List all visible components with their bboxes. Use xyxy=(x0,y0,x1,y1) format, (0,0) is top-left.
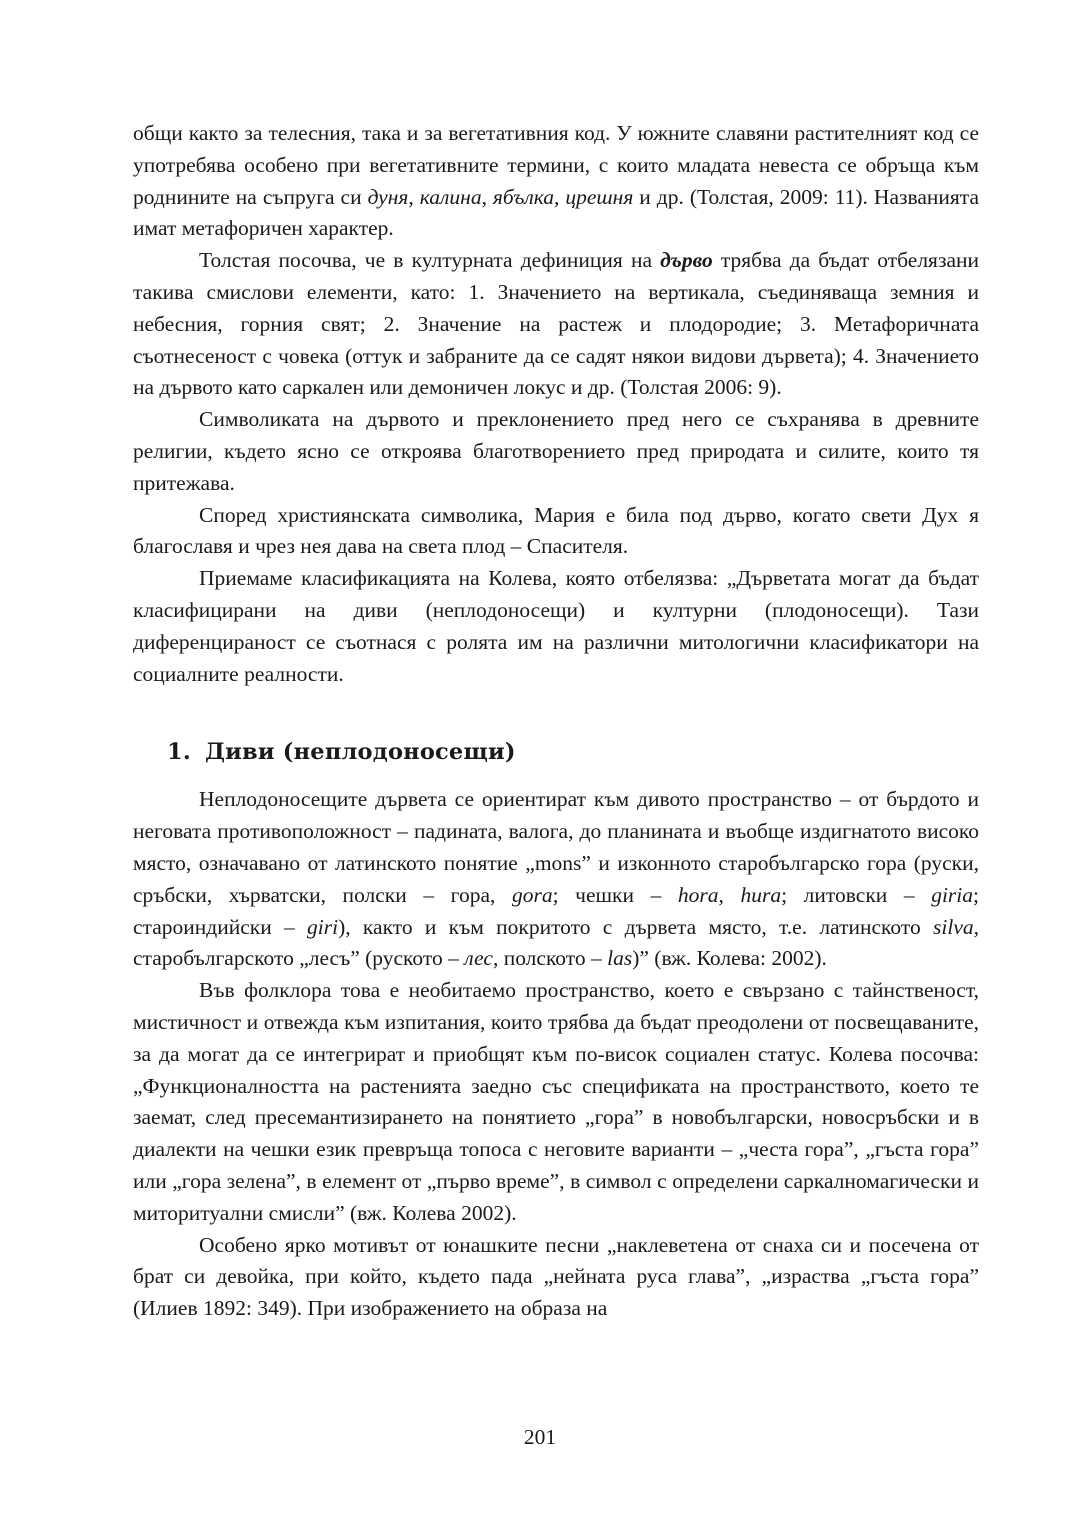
paragraph xyxy=(133,975,979,1229)
text-run: трябва да бъдат отбелязани такива смислови елементи, като: 1. Значението на вертикала, съединяваща земния и небесния, горния свят; 2. Значение на растеж и плодородие; 3. Метафоричната съотнесеност с човека (оттук и забраните да се садят някои видови дървета); 4. Значението на дървото като саркален или демоничен локус и др. (Толстая 2006: 9). xyxy=(133,248,979,400)
section-heading xyxy=(167,736,979,768)
text-run: Неплодоносещите дървета се ориентират към дивото пространство – от бърдото и неговата противоположност – падината, валога, до планината и въобще издигнатото високо място, означавано от латинското понятие „mons” и изконното старобългарско гора (руски, сръбски, хърватски, полски – гора, xyxy=(133,787,979,907)
paragraph xyxy=(133,118,979,245)
section-title: Диви (неплодоносещи) xyxy=(204,739,516,766)
italic-term: hora, hura xyxy=(677,882,782,907)
text-run: старобългарското „лесъ” (руското – xyxy=(133,946,465,971)
italic-term: лес xyxy=(464,946,493,971)
italic-term: giria xyxy=(931,882,974,907)
body-text-bottom xyxy=(133,784,979,1325)
text-run: ), както и към покритото с дървета място, т.е. латинското xyxy=(338,914,934,939)
text-run: Във фолклора това е необитаемо пространство, което е свързано с тайнственост, мистичност и отвежда към изпитания, които трябва да бъдат преодолени от посвещаваните, за да могат да се интегрират и приобщят към по-висок социален статус. Колева посочва: „Функционалността на растенията заедно със спецификата на пространството, което те заемат, след пресемантизирането на понятието „гора” в новобългарски, новосръбски и в диалекти на чешки език превръща топоса с неговите варианти – „честа гора”, „гъста гора” или „гора зелена”, в елемент от „първо време”, в символ с определени саркалномагически и миторитуални смисли” (вж. Колева 2002). xyxy=(133,978,979,1225)
text-run: )” (вж. Колева: 2002). xyxy=(632,946,827,971)
text-run: Символиката на дървото и преклонението пред него се съхранява в древните религии, където ясно се откроява благотворението пред природата и силите, които тя притежава. xyxy=(133,407,979,495)
text-run: , полското – xyxy=(492,946,608,971)
text-run: общи както за телесния, така и за вегетативния код. У южните славяни растителният код се употребява особено при вегетативните термини, с които младата невеста се обръща към роднините на съпруга си xyxy=(133,121,979,209)
text-run: Толстая посочва, че в културната дефиниция на xyxy=(199,248,661,273)
paragraph xyxy=(133,563,979,690)
paragraph xyxy=(133,1230,979,1325)
text-run: ; староиндийски – xyxy=(133,882,980,939)
italic-term: gora xyxy=(511,882,553,907)
text-run: Особено ярко мотивът от юнашките песни „наклеветена от снаха си и посечена от брат си девойка, при който, където пада „нейната руса глава”, „израства „гъста гора” (Илиев 1892: 349). При изображението на образа на xyxy=(133,1232,979,1321)
text-run: ; литовски – xyxy=(781,882,932,907)
italic-term: las xyxy=(607,946,633,971)
text-run: Според християнската символика, Мария е била под дърво, когато свети Дух я благославя и чрез нея дава на света плод – Спасителя. xyxy=(133,502,979,559)
italic-term: silva, xyxy=(933,914,979,939)
paragraph xyxy=(133,500,979,564)
text-run: и др. (Толстая, 2009: 11). Названията имат метафоричен характер. xyxy=(133,184,979,241)
text-run: Приемаме класификацията на Колева, която отбелязва: „Дърветата могат да бъдат класифицирани на диви (неплодоносещи) и културни (плодоносещи). Тази диференцираност се съотнася с ролята им на различни митологични класификатори на социалните реалности. xyxy=(133,566,979,686)
text-run: ; чешки – xyxy=(552,882,678,907)
section-number: 1. xyxy=(167,739,191,766)
paragraph xyxy=(133,404,979,499)
italic-term: дуня, калина, ябълка, црешня xyxy=(367,184,634,209)
italic-term: дърво xyxy=(660,248,713,273)
paragraph xyxy=(133,245,979,404)
body-text-top xyxy=(133,118,979,690)
page-body xyxy=(133,118,979,1325)
italic-term: giri xyxy=(307,914,339,939)
page-number: 201 xyxy=(523,1425,557,1449)
paragraph xyxy=(133,784,979,975)
